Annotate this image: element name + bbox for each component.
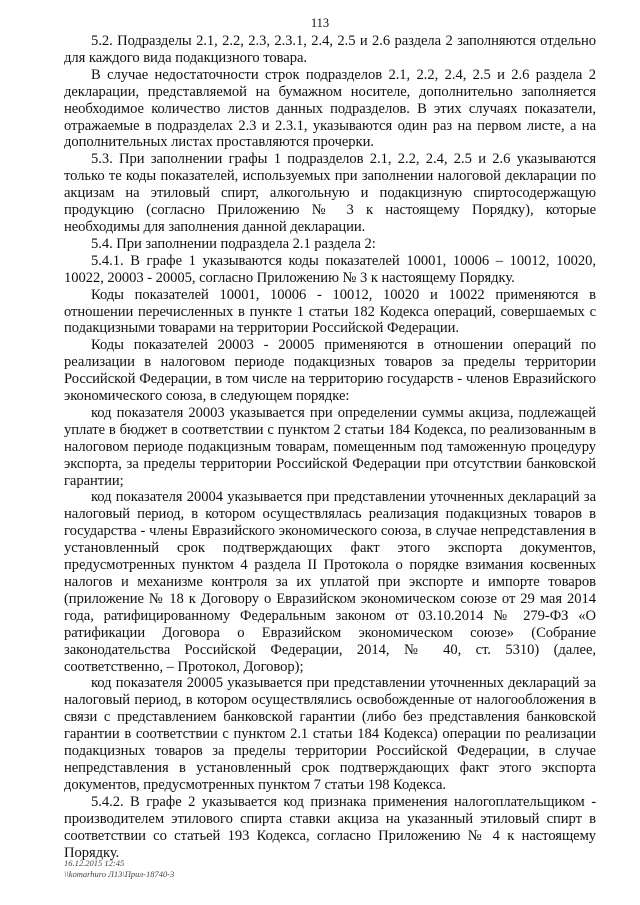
- paragraph-5-3: 5.3. При заполнении графы 1 подразделов 2.1, 2.2, 2.4, 2.5 и 2.6 указываются только те коды показателей, используемых при заполнении налоговой декларации по акцизам на этиловый спирт, алкогольную и подакцизную спиртосодержащую продукцию (согласно Приложению № 3 к настоящему Порядку), которые необходимы для заполнения данной декларации.: [64, 151, 596, 235]
- paragraph-codes-export: Коды показателей 20003 - 20005 применяются в отношении операций по реализации в налоговом периоде подакцизных товаров за пределы территории Российской Федерации, в том числе на территорию государств - членов Евразийского экономического союза, в следующем порядке:: [64, 337, 596, 405]
- paragraph-codes-domestic: Коды показателей 10001, 10006 - 10012, 10020 и 10022 применяются в отношении перечисленных в пункте 1 статьи 182 Кодекса операций, совершаемых с подакцизными товарами на территории Российской Федерации.: [64, 286, 596, 337]
- paragraph-code-20003: код показателя 20003 указывается при определении суммы акциза, подлежащей уплате в бюджет в соответствии с пунктом 2 статьи 184 Кодекса, по реализованным в налоговом периоде подакцизным товарам, помещенным под таможенную процедуру экспорта, за пределы территории Российской Федерации при отсутствии банковской гарантии;: [64, 404, 596, 489]
- footer-file-path: \\komarhuro Л13\Прил-18740-3: [64, 868, 175, 879]
- paragraph-insufficient-rows: В случае недостаточности строк подразделов 2.1, 2.2, 2.4, 2.5 и 2.6 раздела 2 декларации, представляемой на бумажном носителе, дополнительно заполняется необходимое количество листов данных подразделов. В этих случаях показатели, отражаемые в подразделах 2.3 и 2.3.1, указываются один раз на первом листе, а на дополнительных листах проставляются прочерки.: [64, 66, 596, 151]
- document-footer: [64, 858, 174, 879]
- page-number: 113: [310, 16, 330, 30]
- paragraph-5-4: 5.4. При заполнении подраздела 2.1 раздела 2:: [91, 235, 376, 252]
- paragraph-5-4-1: 5.4.1. В графе 1 указываются коды показателей 10001, 10006 – 10012, 10020, 10022, 20003 - 20005, согласно Приложению № 3 к настоящему Порядку.: [64, 252, 596, 286]
- footer-timestamp: 16.12.2015 12:45: [64, 858, 125, 868]
- paragraph-5-4-2: 5.4.2. В графе 2 указывается код признака применения налогоплательщиком - производителем этилового спирта ставки акциза на указанный этиловый спирт в соответствии со статьей 193 Кодекса, согласно Приложению № 4 к настоящему Порядку.: [64, 793, 596, 861]
- document-body: [64, 33, 596, 861]
- paragraph-5-2: 5.2. Подразделы 2.1, 2.2, 2.3, 2.3.1, 2.4, 2.5 и 2.6 раздела 2 заполняются отдельно для каждого вида подакцизного товара.: [64, 33, 596, 66]
- paragraph-code-20005: код показателя 20005 указывается при представлении уточненных деклараций за налоговый период, в котором осуществлялись освобожденные от налогообложения в связи с представлением банковской гарантии (либо без представления банковской гарантии в соответствии с пунктом 2.1 статьи 184 Кодекса) операции по реализации подакцизных товаров за пределы территории Российской Федерации, в случае непредставления в установленный срок подтверждающих факт этого экспорта документов, предусмотренных пунктом 7 статьи 198 Кодекса.: [64, 675, 596, 793]
- paragraph-code-20004: код показателя 20004 указывается при представлении уточненных деклараций за налоговый период, в котором осуществлялась реализация подакцизных товаров в государства - члены Евразийского экономического союза, в случае непредставления в установленный срок подтверждающих факт этого экспорта документов, предусмотренных пунктом 4 раздела II Протокола о порядке взимания косвенных налогов и механизме контроля за их уплатой при экспорте и импорте товаров (приложение № 18 к Договору о Евразийском экономическом союзе от 29 мая 2014 года, ратифицированному Федеральным законом от 03.10.2014 № 279-ФЗ «О ратификации Договора о Евразийском экономическом союзе» (Собрание законодательства Российской Федерации, 2014, № 40, ст. 5310) (далее, соответственно, – Протокол, Договор);: [64, 489, 596, 675]
